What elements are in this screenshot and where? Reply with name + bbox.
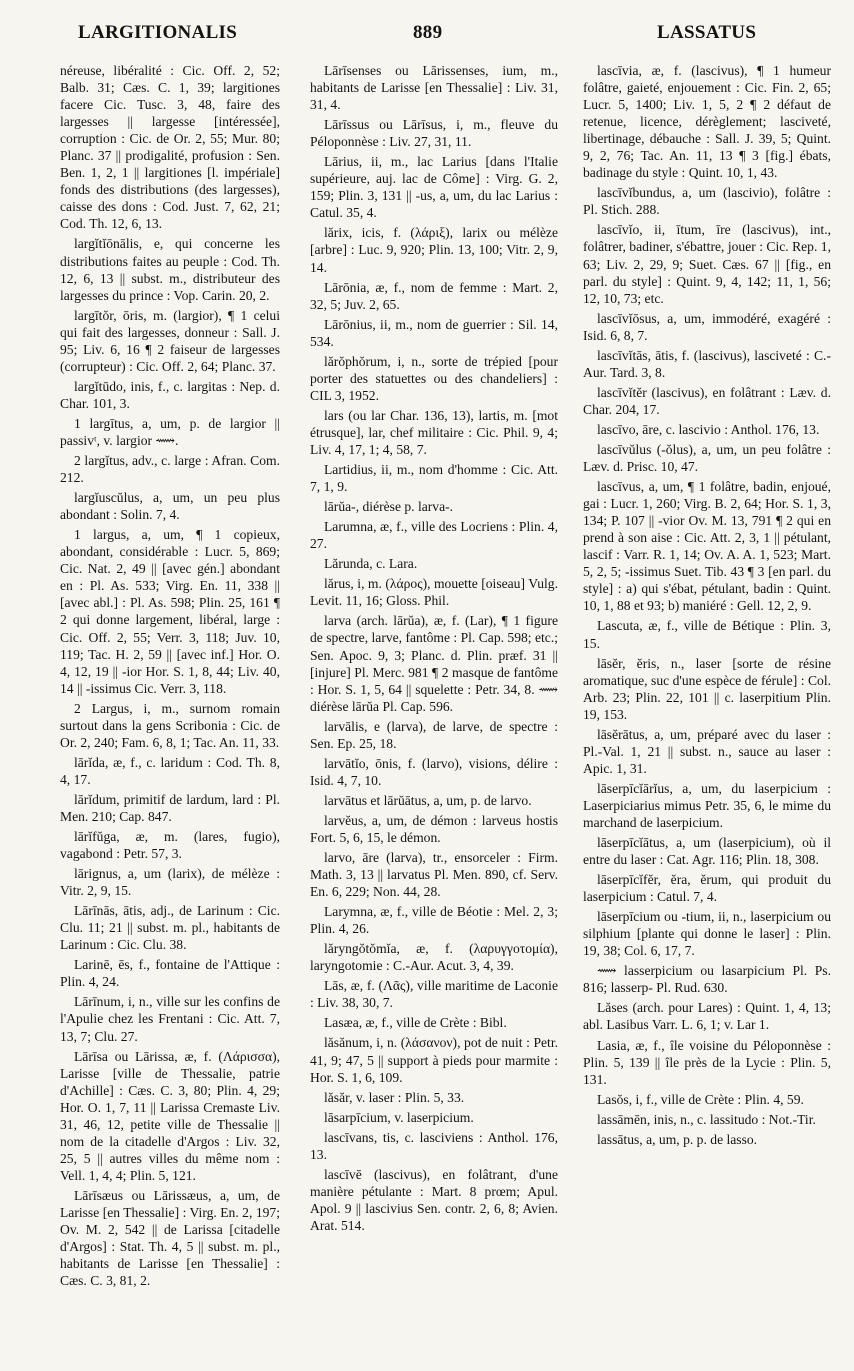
dictionary-entry: Larumna, æ, f., ville des Locriens : Plin. 4, 27.: [310, 519, 558, 552]
dictionary-entry: lărix, icis, f. (λάριξ), larix ou mélèze [arbre] : Luc. 9, 920; Plin. 13, 100; Vitr. 2, 9, 14.: [310, 225, 558, 275]
dictionary-entry: largĭuscŭlus, a, um, un peu plus abondant : Solin. 7, 4.: [60, 490, 280, 523]
dictionary-entry: Lascuta, æ, f., ville de Bétique : Plin. 3, 15.: [583, 618, 831, 651]
dictionary-entry: Lărunda, c. Lara.: [324, 556, 418, 572]
dictionary-entry: lăsănum, i, n. (λάσανον), pot de nuit : Petr. 41, 9; 47, 5 || support à pieds pour marmite : Hor. S. 1, 6, 109.: [310, 1035, 558, 1085]
dictionary-entry: lascīvĭōsus, a, um, immodéré, exagéré : Isid. 6, 8, 7.: [583, 310, 831, 343]
dictionary-entry: lāserpīcĭātus, a, um (laserpicium), où il entre du laser : Cat. Agr. 116; Plin. 18, 308.: [583, 835, 831, 868]
dictionary-entry: ⟿ lasserpicium ou lasarpicium Pl. Ps. 816; lasserp- Pl. Rud. 630.: [583, 963, 831, 996]
dictionary-entry: lāserpīcĭārĭus, a, um, du laserpicium : Laserpiciarius mimus Petr. 35, 6, le mime du marchand de laserpicium.: [583, 780, 831, 830]
dictionary-entry: lassātus, a, um, p. p. de lasso.: [597, 1131, 758, 1147]
dictionary-entry: largĭtĭōnālis, e, qui concerne les distributions faites au peuple : Cod. Th. 12, 6, 13 || subst. m., distributeur des largesses du prince : Vop. Carin. 20, 2.: [60, 236, 280, 303]
dictionary-entry: 1 largus, a, um, ¶ 1 copieux, abondant, considérable : Lucr. 5, 869; Cic. Nat. 2, 49 || [avec gén.] abondant en : Pl. As. 533; Virg. En. 11, 338 || [avec abl.] : Pl. As. 598; Plin. 25, 161 ¶ 2 qui donne largement, libéral, large : Cic. Off. 2, 55; Verr. 3, 118; Juv. 10, 119; Tac. H. 2, 59 || [avec inf.] Hor. O. 4, 12, 19 || -ior Hor. S. 1, 8, 44; Liv. 40, 14 || -issimus Cic. Verr. 3, 118.: [60, 527, 280, 696]
dictionary-entry: lascīvo, āre, c. lascivio : Anthol. 176, 13.: [597, 421, 820, 437]
page-header: [0, 22, 854, 52]
dictionary-entry: lāserpīcĭfĕr, ĕra, ĕrum, qui produit du laserpicium : Catul. 7, 4.: [583, 872, 831, 905]
dictionary-entry: lascīvans, tis, c. lasciviens : Anthol. 176, 13.: [310, 1129, 558, 1162]
dictionary-entry: Lārōnius, ii, m., nom de guerrier : Sil. 14, 534.: [310, 316, 558, 349]
dictionary-entry: lărus, i, m. (λάρος), mouette [oiseau] Vulg. Levit. 11, 16; Gloss. Phil.: [310, 576, 558, 609]
dictionary-entry: Lās, æ, f. (Λᾶς), ville maritime de Laconie : Liv. 38, 30, 7.: [310, 978, 558, 1011]
dictionary-entry: lārŭa-, diérèse p. larva-.: [324, 499, 454, 515]
dictionary-entry: Larymna, æ, f., ville de Béotie : Mel. 2, 3; Plin. 4, 26.: [310, 904, 558, 937]
dictionary-entry: lascīvus, a, um, ¶ 1 folâtre, badin, enjoué, gai : Lucr. 1, 260; Virg. B. 2, 64; Hor. S. 1, 3, 134; P. 107 || -vior Ov. M. 13, 791 ¶ 2 qui en prend à son aise : Cic. Att. 2, 3, 1 || pétulant, lascif : Varr. R. 1, 14; Ov. A. A. 1, 523; Mart. 5, 2, 5; -issimus Suet. Tib. 43 ¶ 3 [en parl. du style] : a) qui s'ébat, pétulant, badin : Quint. 10, 1, 88 et 93; b) maniéré : Gell. 12, 2, 9.: [583, 479, 831, 614]
dictionary-entry: lassāmēn, inis, n., c. lassitudo : Not.-Tir.: [597, 1111, 816, 1127]
column-middle: [310, 62, 558, 1362]
dictionary-entry: lāsarpīcium, v. laserpicium.: [324, 1109, 474, 1125]
dictionary-entry: lascīvĭbundus, a, um (lascivio), folâtre : Pl. Stich. 288.: [583, 185, 831, 218]
dictionary-entry: lascīvĭo, ii, ītum, īre (lascivus), int., folâtrer, badiner, s'ébattre, jouer : Cic. Rep. 1, 63; Liv. 2, 29, 9; Suet. Cæs. 67 || [fig., en parl. du style] : Quint. 9, 4, 142; 11, 1, 56; 12, 10, 73; etc.: [583, 222, 831, 306]
dictionary-entry: Lasæa, æ, f., ville de Crète : Bibl.: [324, 1015, 507, 1031]
dictionary-entry: lascīvĭtĕr (lascivus), en folâtrant : Læv. d. Char. 204, 17.: [583, 384, 831, 417]
dictionary-entry: Lārīsa ou Lārissa, æ, f. (Λάρισσα), Larisse [ville de Thessalie, patrie d'Achille] : Cæs. C. 3, 80; Plin. 4, 29; Hor. O. 1, 7, 11 || Larissa Cremaste Liv. 31, 46, 12, petite ville de Thessalie || nom de la citadelle d'Argos : Liv. 32, 25, 5 || autres villes du même nom : Vell. 1, 4, 4; Plin. 5, 121.: [60, 1048, 280, 1183]
dictionary-entry: larvālis, e (larva), de larve, de spectre : Sen. Ep. 25, 18.: [310, 718, 558, 751]
dictionary-entry: lărŏphŏrum, i, n., sorte de trépied [pour porter des statuettes ou des chandeliers] : CIL 3, 1952.: [310, 353, 558, 403]
dictionary-entry: largĭtūdo, inis, f., c. largitas : Nep. d. Char. 101, 3.: [60, 378, 280, 411]
column-left: [60, 62, 280, 1362]
dictionary-entry: lārĭfŭga, æ, m. (lares, fugio), vagabond : Petr. 57, 3.: [60, 829, 280, 862]
dictionary-entry: lārignus, a, um (larix), de mélèze : Vitr. 2, 9, 15.: [60, 866, 280, 899]
dictionary-entry: lārĭda, æ, f., c. laridum : Cod. Th. 8, 4, 17.: [60, 754, 280, 787]
dictionary-entry: larvātĭo, ōnis, f. (larvo), visions, délire : Isid. 4, 7, 10.: [310, 755, 558, 788]
dictionary-entry: larvĕus, a, um, de démon : larveus hostis Fort. 5, 6, 15, le démon.: [310, 812, 558, 845]
dictionary-entry: Lăses (arch. pour Lares) : Quint. 1, 4, 13; abl. Lasibus Varr. L. 6, 1; v. Lar 1.: [583, 1000, 831, 1033]
dictionary-entry: lārĭdum, primitif de lardum, lard : Pl. Men. 210; Cap. 847.: [60, 791, 280, 824]
dictionary-entry: Lārōnia, æ, f., nom de femme : Mart. 2, 32, 5; Juv. 2, 65.: [310, 279, 558, 312]
dictionary-entry: Lasŏs, i, f., ville de Crète : Plin. 4, 59.: [597, 1091, 804, 1107]
dictionary-entry: Lasia, æ, f., île voisine du Péloponnèse : Plin. 5, 139 || île près de la Lycie : Plin. 5, 131.: [583, 1037, 831, 1087]
dictionary-entry: larvātus et lārŭātus, a, um, p. de larvo.: [324, 792, 532, 808]
dictionary-entry: lascīvē (lascivus), en folâtrant, d'une manière pétulante : Mart. 8 prœm; Apul. Apol. 9 || lascivius Sen. contr. 2, 6, 8; Avien. Arat. 514.: [310, 1166, 558, 1233]
dictionary-entry: Lārīssus ou Lārīsus, i, m., fleuve du Péloponnèse : Liv. 27, 31, 11.: [310, 117, 558, 150]
dictionary-entry: Lārīsenses ou Lārissenses, ium, m., habitants de Larisse [en Thessalie] : Liv. 31, 31, 4.: [310, 63, 558, 113]
dictionary-entry: Lārīsæus ou Lārissæus, a, um, de Larisse [en Thessalie] : Virg. En. 2, 197; Ov. M. 2, 542 || de Larissa [citadelle d'Argos] : Stat. Th. 4, 5 || subst. m. pl., habitants de Larisse [en Thessalie] : Cæs. C. 3, 81, 2.: [60, 1187, 280, 1289]
dictionary-entry: Lartidius, ii, m., nom d'homme : Cic. Att. 7, 1, 9.: [310, 462, 558, 495]
dictionary-entry: lāsĕrātus, a, um, préparé avec du laser : Pl.-Val. 1, 21 || subst. n., sauce au laser : Apic. 1, 31.: [583, 726, 831, 776]
dictionary-entry: lascīvia, æ, f. (lascivus), ¶ 1 humeur folâtre, gaieté, enjouement : Cic. Fin. 2, 65; Lucr. 5, 1400; Liv. 1, 5, 2 ¶ 2 défaut de retenue, licence, dérèglement; lasciveté, libertinage, débauche : Sall. J. 39, 5; Quint. 9, 2, 76; Tac. An. 11, 13 ¶ 3 [fig.] ébats, badinage du style : Quint. 10, 1, 43.: [583, 63, 831, 181]
dictionary-entry: 1 largītus, a, um, p. de largior || passivᵗ, v. largior ⟿.: [60, 415, 280, 448]
dictionary-entry: larva (arch. lārŭa), æ, f. (Lar), ¶ 1 figure de spectre, larve, fantôme : Pl. Cap. 598; etc.; Sen. Apoc. 9, 3; Planc. d. Plin. præf. 31 || [injure] Pl. Merc. 981 ¶ 2 masque de fantôme : Hor. S. 1, 5, 64 || squelette : Petr. 34, 8. ⟿ diérèse lārŭa Pl. Cap. 596.: [310, 613, 558, 714]
dictionary-entry: larvo, āre (larva), tr., ensorceler : Firm. Math. 3, 13 || larvatus Pl. Men. 890, cf. Serv. En. 6, 229; Non. 44, 28.: [310, 850, 558, 900]
dictionary-entry: lāserpīcium ou -tium, ii, n., laserpicium ou silphium [plante qui donne le laser] : Plin. 19, 38; Col. 6, 17, 7.: [583, 909, 831, 959]
dictionary-entry: Lārīnās, ātis, adj., de Larinum : Cic. Clu. 11; 21 || subst. m. pl., habitants de Larinum : Cic. Clu. 38.: [60, 903, 280, 953]
dictionary-entry: Lārīnum, i, n., ville sur les confins de l'Apulie chez les Frentani : Cic. Att. 7, 13, 7; Clu. 27.: [60, 994, 280, 1044]
dictionary-entry: lascīvŭlus (-ŏlus), a, um, un peu folâtre : Læv. d. Prisc. 10, 47.: [583, 441, 831, 475]
dictionary-entry: lars (ou lar Char. 136, 13), lartis, m. [mot étrusque], lar, chef militaire : Cic. Phil. 9, 4; Liv. 4, 17, 1; 4, 58, 7.: [310, 407, 558, 457]
dictionary-entry: largītŏr, ōris, m. (largior), ¶ 1 celui qui fait des largesses, donneur : Sall. J. 95; Liv. 6, 16 ¶ 2 faiseur de largesses (corrupteur) : Cic. Off. 2, 64; Planc. 37.: [60, 307, 280, 374]
dictionary-entry: 2 largĭtus, adv., c. large : Afran. Com. 212.: [60, 453, 280, 486]
header-left-guideword: LARGITIONALIS: [78, 22, 238, 43]
header-right-guideword: LASSATUS: [657, 22, 757, 43]
dictionary-entry: 2 Largus, i, m., surnom romain surtout dans la gens Scribonia : Cic. de Or. 2, 240; Fam. 6, 8, 1; Tac. An. 11, 33.: [60, 700, 280, 750]
dictionary-entry: lăryngŏtŏmĭa, æ, f. (λαρυγγοτομία), laryngotomie : C.-Aur. Acut. 3, 4, 39.: [310, 941, 558, 974]
dictionary-entry: Lārius, ii, m., lac Larius [dans l'Italie supérieure, auj. lac de Côme] : Virg. G. 2, 159; Plin. 3, 131 || -us, a, um, du lac Larius : Catul. 35, 4.: [310, 154, 558, 221]
page-number: 889: [413, 22, 443, 43]
dictionary-entry: néreuse, libéralité : Cic. Off. 2, 52; Balb. 31; Cæs. C. 1, 39; largitiones facere Cic. Tusc. 3, 48, faire des largesses || largesse [intéressée], corruption : Cic. de Or. 2, 55; Mur. 80; Planc. 37 || prodigalité, profusion : Sen. Ben. 1, 2, 1 || largitiones [l. impériale] fonds des distributions (des largesses), caisse des dons : Cod. Just. 7, 62, 21; Cod. Th. 12, 6, 13.: [60, 63, 280, 232]
dictionary-entry: lascīvĭtās, ātis, f. (lascivus), lasciveté : C.-Aur. Tard. 3, 8.: [583, 347, 831, 380]
dictionary-entry: Larinē, ēs, f., fontaine de l'Attique : Plin. 4, 24.: [60, 957, 280, 990]
column-right: [583, 62, 831, 1362]
dictionary-entry: lāsĕr, ĕris, n., laser [sorte de résine aromatique, suc d'une espèce de férule] : Col. Arb. 23; Plin. 22, 101 || c. laserpitium Plin. 19, 153.: [583, 655, 831, 722]
dictionary-entry: lăsăr, v. laser : Plin. 5, 33.: [324, 1089, 465, 1105]
